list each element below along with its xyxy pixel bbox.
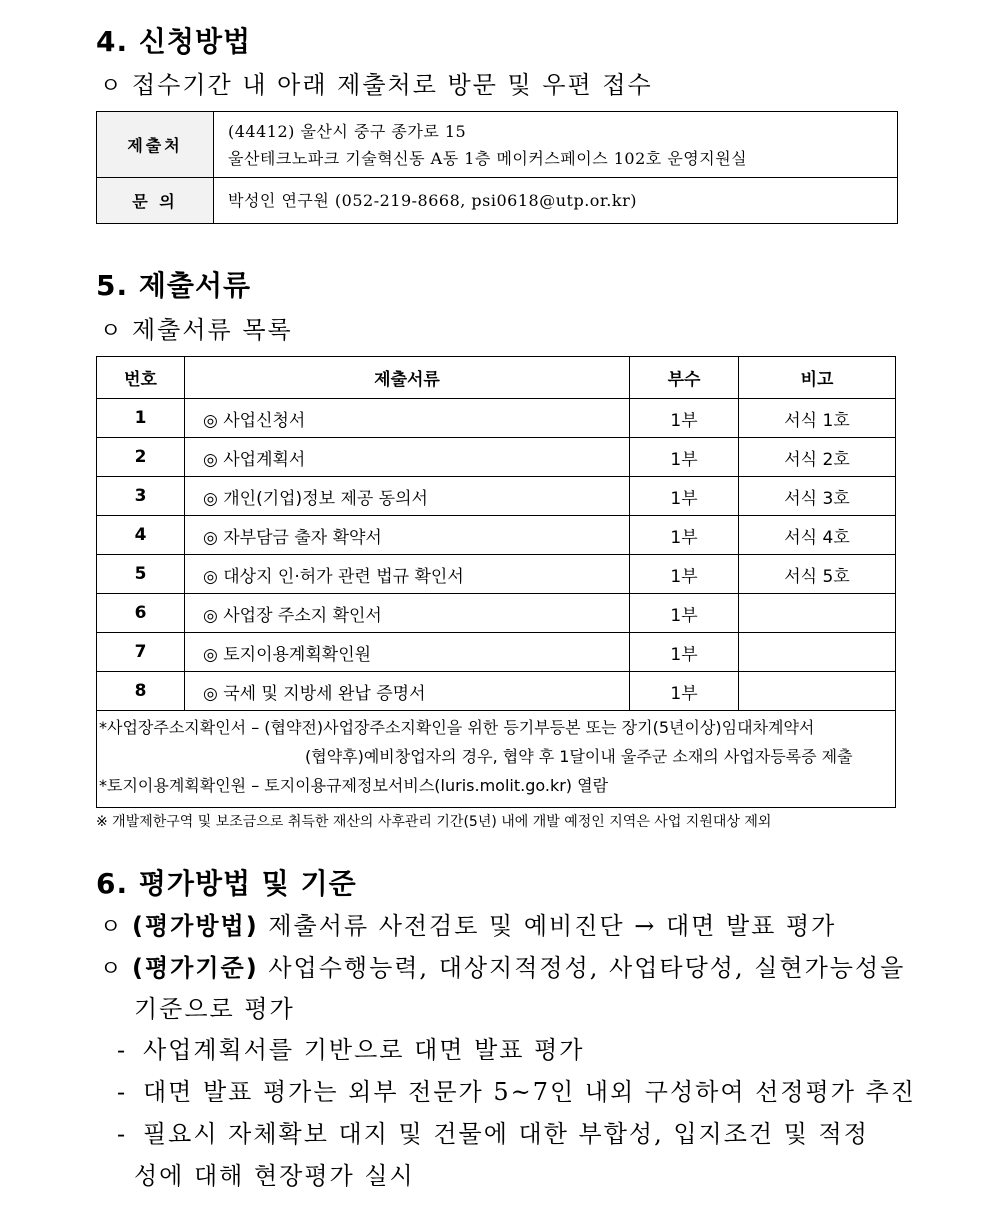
table-row [97,516,896,555]
row-document: ◎ 사업계획서 [185,438,630,477]
row-number: 4 [97,516,185,555]
criteria-bullet [100,948,905,983]
row-count: 1부 [630,477,739,516]
bullet-mark: ㅇ [100,74,124,99]
row-count: 1부 [630,438,739,477]
dash-text: 대면 발표 평가는 외부 전문가 5~7인 내외 구성하여 선정평가 추진 [143,1078,916,1106]
row-count: 1부 [630,594,739,633]
row-number: 3 [97,477,185,516]
submit-label: 제출처 [97,112,214,178]
row-count: 1부 [630,633,739,672]
section-5-title: 5. 제출서류 [96,269,252,302]
table-row [97,633,896,672]
row-remark: 서식 5호 [739,555,896,594]
row-document: ◎ 개인(기업)정보 제공 동의서 [185,477,630,516]
table-header-row [97,357,896,399]
row-remark: 서식 2호 [739,438,896,477]
row-document: ◎ 국세 및 지방세 완납 증명서 [185,672,630,711]
notes-row [97,711,896,808]
section-4-title: 4. 신청방법 [96,25,252,58]
row-remark: 서식 4호 [739,516,896,555]
inquiry-value: 박성인 연구원 (052-219-8668, psi0618@utp.or.kr) [214,178,898,224]
row-document: ◎ 사업장 주소지 확인서 [185,594,630,633]
contact-table [96,111,898,224]
footnote: ※ 개발제한구역 및 보조금으로 취득한 재산의 사후관리 기간(5년) 내에 개발 예정인 지역은 사업 지원대상 제외 [96,814,772,830]
dash-item-2 [117,1072,916,1107]
table-row [97,477,896,516]
dash-item-1 [117,1030,584,1065]
section-5-bullet [100,310,293,345]
dash-mark: - [117,1036,128,1064]
row-number: 6 [97,594,185,633]
table-row [97,438,896,477]
row-remark [739,633,896,672]
note-line-1: *사업장주소지확인서 – (협약전)사업장주소지확인을 위한 등기부등본 또는 장기(5년이상)임대차계약서 [99,718,815,737]
inquiry-label: 문 의 [97,178,214,224]
row-number: 1 [97,399,185,438]
row-document: ◎ 자부담금 출자 확약서 [185,516,630,555]
row-count: 1부 [630,399,739,438]
table-notes [97,711,896,808]
row-remark: 서식 1호 [739,399,896,438]
criteria-text: 사업수행능력, 대상지적정성, 사업타당성, 실현가능성을 [268,954,906,982]
header-count: 부수 [630,357,739,399]
table-row [97,555,896,594]
row-document: ◎ 대상지 인·허가 관련 법규 확인서 [185,555,630,594]
bullet-mark: ㅇ [100,957,124,982]
dash-mark: - [117,1120,128,1148]
row-document: ◎ 사업신청서 [185,399,630,438]
dash-3-continuation: 성에 대해 현장평가 실시 [134,1162,415,1190]
row-count: 1부 [630,516,739,555]
section-4-bullet [100,65,653,100]
submit-address [214,112,898,178]
criteria-label: (평가기준) [132,954,259,982]
bullet-text: 제출서류 목록 [132,316,293,344]
header-remark: 비고 [739,357,896,399]
dash-mark: - [117,1078,128,1106]
row-remark: 서식 3호 [739,477,896,516]
method-text: 제출서류 사전검토 및 예비진단 → 대면 발표 평가 [268,912,837,940]
row-number: 8 [97,672,185,711]
criteria-continuation: 기준으로 평가 [134,995,295,1023]
row-count: 1부 [630,555,739,594]
bullet-text: 접수기간 내 아래 제출처로 방문 및 우편 접수 [132,71,653,99]
table-row [97,594,896,633]
row-number: 5 [97,555,185,594]
table-row [97,672,896,711]
submit-line-1: (44412) 울산시 중구 종가로 15 [228,121,467,141]
bullet-mark: ㅇ [100,915,124,940]
dash-text: 사업계획서를 기반으로 대면 발표 평가 [143,1036,585,1064]
dash-text: 필요시 자체확보 대지 및 건물에 대한 부합성, 입지조건 및 적정 [143,1120,869,1148]
row-number: 7 [97,633,185,672]
documents-table [96,356,896,808]
dash-item-3 [117,1114,869,1149]
table-row [97,399,896,438]
header-document: 제출서류 [185,357,630,399]
header-number: 번호 [97,357,185,399]
row-count: 1부 [630,672,739,711]
section-6-title: 6. 평가방법 및 기준 [96,867,357,900]
note-line-2: (협약후)예비창업자의 경우, 협약 후 1달이내 울주군 소재의 사업자등록증 제출 [305,747,853,766]
submit-line-2: 울산테크노파크 기술혁신동 A동 1층 메이커스페이스 102호 운영지원실 [228,148,748,168]
note-line-3: *토지이용계획확인원 – 토지이용규제정보서비스(luris.molit.go.kr) 열람 [99,776,609,795]
row-number: 2 [97,438,185,477]
method-bullet [100,906,836,941]
row-remark [739,672,896,711]
row-remark [739,594,896,633]
bullet-mark: ㅇ [100,319,124,344]
row-document: ◎ 토지이용계획확인원 [185,633,630,672]
method-label: (평가방법) [132,912,259,940]
